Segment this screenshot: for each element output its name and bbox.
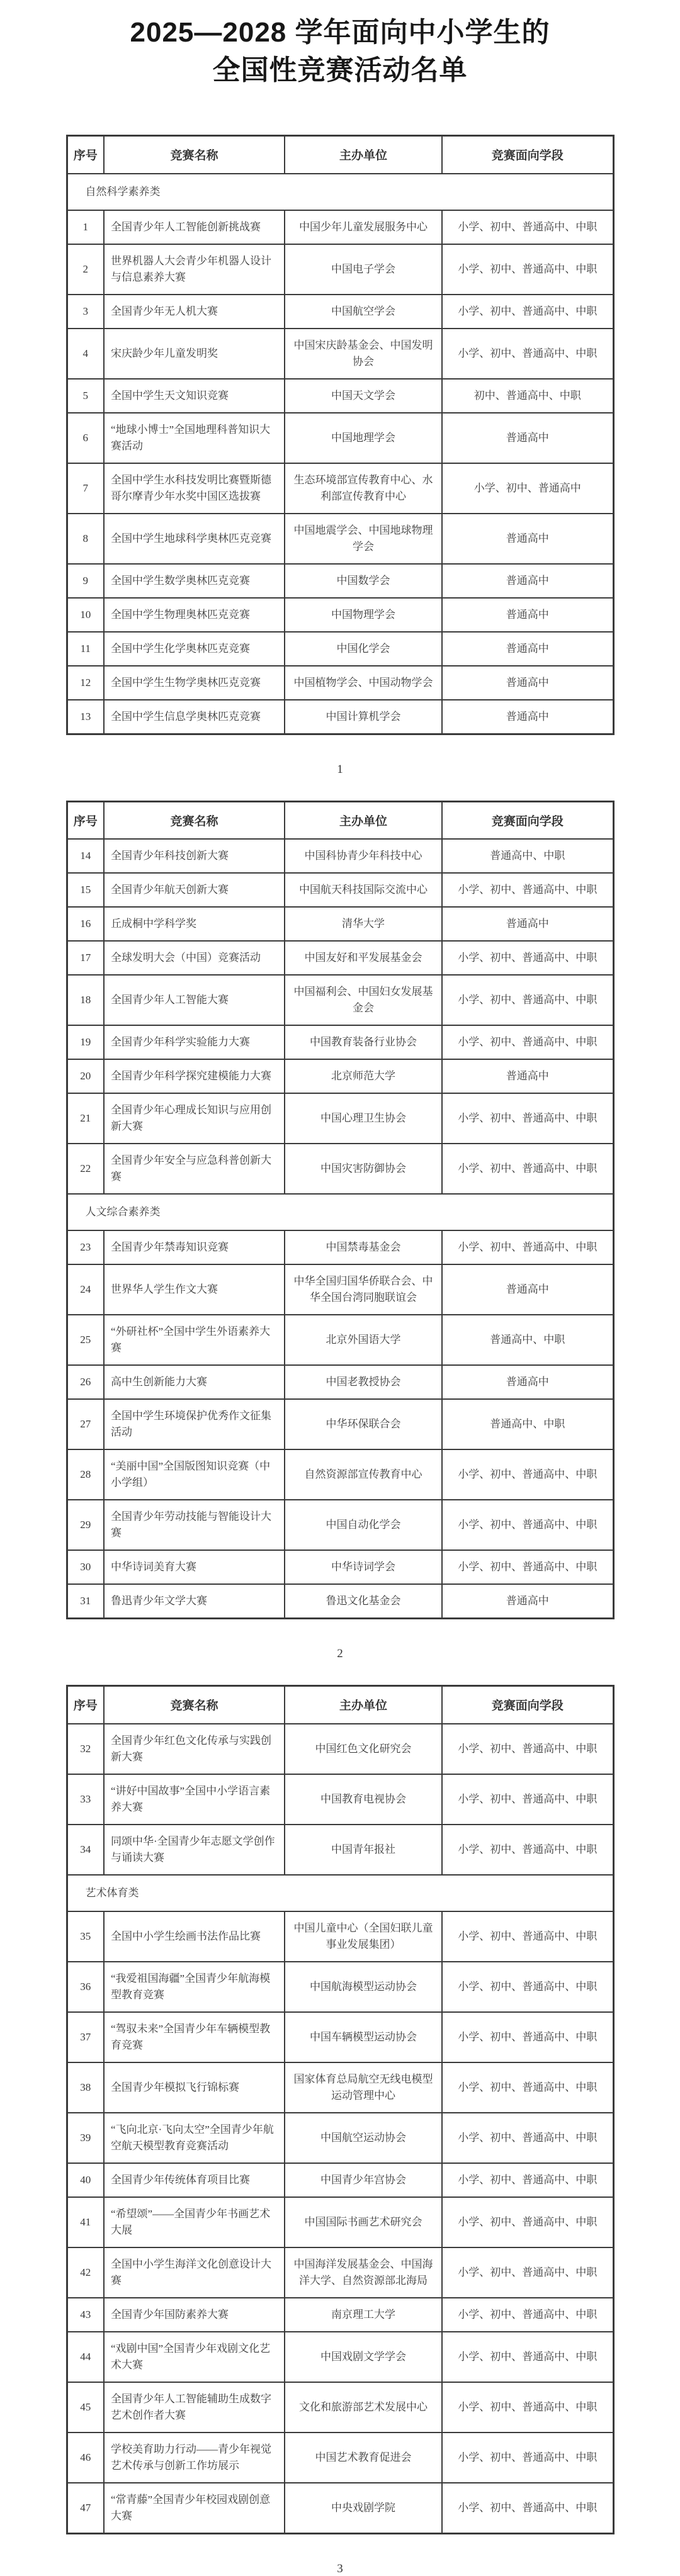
organizer: 中国教育电视协会 (285, 1774, 442, 1825)
competition-name: 全国中学生环境保护优秀作文征集活动 (104, 1399, 285, 1449)
row-number: 34 (67, 1825, 104, 1875)
row-number: 36 (67, 1962, 104, 2012)
competition-name: 全国青少年科技创新大赛 (104, 839, 285, 873)
competition-row (67, 1724, 613, 1774)
competition-row (67, 1500, 613, 1550)
row-number: 4 (67, 329, 104, 379)
row-number: 7 (67, 463, 104, 514)
target-stages: 普通高中、中职 (442, 839, 613, 873)
organizer: 中国艺术教育促进会 (285, 2433, 442, 2483)
competition-name: 全国青少年科学实验能力大赛 (104, 1025, 285, 1059)
competition-row (67, 1774, 613, 1825)
competition-row (67, 666, 613, 700)
competition-row (67, 2298, 613, 2332)
competition-name: 全国中学生信息学奥林匹克竞赛 (104, 700, 285, 734)
target-stages: 小学、初中、普通高中、中职 (442, 2062, 613, 2113)
target-stages: 小学、初中、普通高中、中职 (442, 2012, 613, 2062)
competition-name: “驾驭未来”全国青少年车辆模型教育竞赛 (104, 2012, 285, 2062)
target-stages: 小学、初中、普通高中、中职 (442, 295, 613, 329)
row-number: 5 (67, 379, 104, 413)
competition-row (67, 2332, 613, 2382)
target-stages: 小学、初中、普通高中 (442, 463, 613, 514)
competition-row (67, 244, 613, 295)
competition-row (67, 975, 613, 1025)
competition-name: 全国青少年航天创新大赛 (104, 873, 285, 907)
competition-name: 全国中学生数学奥林匹克竞赛 (104, 564, 285, 598)
organizer: 中国地震学会、中国地球物理学会 (285, 514, 442, 564)
row-number: 8 (67, 514, 104, 564)
target-stages: 小学、初中、普通高中、中职 (442, 975, 613, 1025)
target-stages: 小学、初中、普通高中、中职 (442, 2483, 613, 2534)
row-number: 24 (67, 1264, 104, 1315)
competition-row (67, 2163, 613, 2197)
competition-name: “我爱祖国海疆”全国青少年航海模型教育竞赛 (104, 1962, 285, 2012)
organizer: 中国友好和平发展基金会 (285, 941, 442, 975)
competition-table (66, 801, 615, 1620)
organizer: 自然资源部宣传教育中心 (285, 1449, 442, 1500)
competition-name: 宋庆龄少年儿童发明奖 (104, 329, 285, 379)
competition-row (67, 2433, 613, 2483)
competition-table (66, 1685, 615, 2534)
target-stages: 普通高中 (442, 1264, 613, 1315)
competition-row (67, 873, 613, 907)
competition-name: 全国中小学生绘画书法作品比赛 (104, 1911, 285, 1962)
target-stages: 普通高中 (442, 1059, 613, 1093)
category-section-row (67, 174, 613, 210)
row-number: 40 (67, 2163, 104, 2197)
competition-name: “外研社杯”全国中学生外语素养大赛 (104, 1315, 285, 1365)
organizer: 中国计算机学会 (285, 700, 442, 734)
target-stages: 小学、初中、普通高中、中职 (442, 2163, 613, 2197)
competition-row (67, 1059, 613, 1093)
organizer: 中国青年报社 (285, 1825, 442, 1875)
competition-name: 全国青少年人工智能大赛 (104, 975, 285, 1025)
row-number: 22 (67, 1144, 104, 1194)
competition-name: 全国青少年心理成长知识与应用创新大赛 (104, 1093, 285, 1144)
competition-row (67, 941, 613, 975)
target-stages: 小学、初中、普通高中、中职 (442, 1449, 613, 1500)
competition-row (67, 413, 613, 463)
column-header: 序号 (67, 136, 104, 174)
organizer: 中国航空运动协会 (285, 2113, 442, 2163)
organizer: 中国航空学会 (285, 295, 442, 329)
competition-name: “讲好中国故事”全国中小学语言素养大赛 (104, 1774, 285, 1825)
row-number: 18 (67, 975, 104, 1025)
competition-name: 同颂中华·全国青少年志愿文学创作与诵读大赛 (104, 1825, 285, 1875)
row-number: 9 (67, 564, 104, 598)
competition-name: 全国青少年模拟飞行锦标赛 (104, 2062, 285, 2113)
header-row (67, 1686, 613, 1724)
organizer: 中国数学会 (285, 564, 442, 598)
target-stages: 普通高中、中职 (442, 1315, 613, 1365)
target-stages: 初中、普通高中、中职 (442, 379, 613, 413)
competition-row (67, 632, 613, 666)
row-number: 37 (67, 2012, 104, 2062)
column-header: 竞赛名称 (104, 1686, 285, 1724)
competition-name: “常青藤”全国青少年校园戏剧创意大赛 (104, 2483, 285, 2534)
row-number: 2 (67, 244, 104, 295)
target-stages: 小学、初中、普通高中、中职 (442, 1962, 613, 2012)
row-number: 44 (67, 2332, 104, 2382)
category-label: 艺术体育类 (67, 1875, 613, 1911)
row-number: 19 (67, 1025, 104, 1059)
competition-row (67, 2197, 613, 2247)
competition-name: “美丽中国”全国版图知识竞赛（中小学组） (104, 1449, 285, 1500)
competition-row (67, 1093, 613, 1144)
row-number: 1 (67, 210, 104, 244)
target-stages: 普通高中 (442, 700, 613, 734)
organizer: 中国科协青少年科技中心 (285, 839, 442, 873)
row-number: 21 (67, 1093, 104, 1144)
competition-name: 全国中学生地球科学奥林匹克竞赛 (104, 514, 285, 564)
competition-tables-root (0, 135, 680, 2576)
competition-row (67, 295, 613, 329)
row-number: 23 (67, 1230, 104, 1264)
competition-name: 全国青少年禁毒知识竞赛 (104, 1230, 285, 1264)
competition-row (67, 329, 613, 379)
organizer: 中国车辆模型运动协会 (285, 2012, 442, 2062)
competition-row (67, 1825, 613, 1875)
competition-name: 全国青少年红色文化传承与实践创新大赛 (104, 1724, 285, 1774)
column-header: 竞赛名称 (104, 136, 285, 174)
target-stages: 普通高中 (442, 564, 613, 598)
competition-name: 全国青少年传统体育项目比赛 (104, 2163, 285, 2197)
competition-row (67, 2062, 613, 2113)
column-header: 序号 (67, 1686, 104, 1724)
target-stages: 小学、初中、普通高中、中职 (442, 2382, 613, 2433)
competition-row (67, 1144, 613, 1194)
competition-row (67, 514, 613, 564)
category-section-row (67, 1875, 613, 1911)
competition-name: 全国中小学生海洋文化创意设计大赛 (104, 2247, 285, 2298)
competition-name: “飞向北京·飞向太空”全国青少年航空航天模型教育竞赛活动 (104, 2113, 285, 2163)
row-number: 35 (67, 1911, 104, 1962)
target-stages: 小学、初中、普通高中、中职 (442, 1500, 613, 1550)
row-number: 46 (67, 2433, 104, 2483)
row-number: 3 (67, 295, 104, 329)
target-stages: 小学、初中、普通高中、中职 (442, 1230, 613, 1264)
competition-row (67, 1230, 613, 1264)
competition-row (67, 598, 613, 632)
target-stages: 普通高中、中职 (442, 1399, 613, 1449)
target-stages: 小学、初中、普通高中、中职 (442, 2197, 613, 2247)
row-number: 38 (67, 2062, 104, 2113)
target-stages: 小学、初中、普通高中、中职 (442, 1144, 613, 1194)
target-stages: 小学、初中、普通高中、中职 (442, 1550, 613, 1584)
competition-name: “戏剧中国”全国青少年戏剧文化艺术大赛 (104, 2332, 285, 2382)
organizer: 中国海洋发展基金会、中国海洋大学、自然资源部北海局 (285, 2247, 442, 2298)
competition-row (67, 2382, 613, 2433)
row-number: 25 (67, 1315, 104, 1365)
organizer: 中国心理卫生协会 (285, 1093, 442, 1144)
competition-name: 全国青少年人工智能创新挑战赛 (104, 210, 285, 244)
row-number: 11 (67, 632, 104, 666)
competition-name: 世界机器人大会青少年机器人设计与信息素养大赛 (104, 244, 285, 295)
organizer: 中国少年儿童发展服务中心 (285, 210, 442, 244)
competition-row (67, 2012, 613, 2062)
column-header: 主办单位 (285, 1686, 442, 1724)
organizer: 北京师范大学 (285, 1059, 442, 1093)
organizer: 中国青少年宫协会 (285, 2163, 442, 2197)
organizer: 生态环境部宣传教育中心、水利部宣传教育中心 (285, 463, 442, 514)
row-number: 14 (67, 839, 104, 873)
organizer: 中国电子学会 (285, 244, 442, 295)
row-number: 17 (67, 941, 104, 975)
row-number: 26 (67, 1365, 104, 1399)
target-stages: 小学、初中、普通高中、中职 (442, 2113, 613, 2163)
row-number: 10 (67, 598, 104, 632)
target-stages: 小学、初中、普通高中、中职 (442, 941, 613, 975)
competition-row (67, 1550, 613, 1584)
competition-name: 全国青少年无人机大赛 (104, 295, 285, 329)
organizer: 中国航海模型运动协会 (285, 1962, 442, 2012)
organizer: 中国宋庆龄基金会、中国发明协会 (285, 329, 442, 379)
organizer: 南京理工大学 (285, 2298, 442, 2332)
row-number: 12 (67, 666, 104, 700)
row-number: 43 (67, 2298, 104, 2332)
organizer: 中国老教授协会 (285, 1365, 442, 1399)
organizer: 中国化学会 (285, 632, 442, 666)
competition-name: 全球发明大会（中国）竞赛活动 (104, 941, 285, 975)
column-header: 主办单位 (285, 801, 442, 839)
target-stages: 普通高中 (442, 598, 613, 632)
column-header: 竞赛面向学段 (442, 1686, 613, 1724)
competition-name: 中华诗词美育大赛 (104, 1550, 285, 1584)
row-number: 32 (67, 1724, 104, 1774)
row-number: 29 (67, 1500, 104, 1550)
row-number: 20 (67, 1059, 104, 1093)
competition-name: 高中生创新能力大赛 (104, 1365, 285, 1399)
competition-row (67, 1584, 613, 1619)
competition-name: 全国中学生水科技发明比赛暨斯德哥尔摩青少年水奖中国区选拔赛 (104, 463, 285, 514)
row-number: 41 (67, 2197, 104, 2247)
competition-row (67, 1315, 613, 1365)
competition-name: 全国中学生物理奥林匹克竞赛 (104, 598, 285, 632)
competition-row (67, 379, 613, 413)
header-row (67, 136, 613, 174)
target-stages: 普通高中 (442, 413, 613, 463)
page-title (0, 14, 680, 89)
row-number: 33 (67, 1774, 104, 1825)
row-number: 45 (67, 2382, 104, 2433)
target-stages: 小学、初中、普通高中、中职 (442, 1825, 613, 1875)
organizer: 北京外国语大学 (285, 1315, 442, 1365)
competition-name: 鲁迅青少年文学大赛 (104, 1584, 285, 1619)
target-stages: 普通高中 (442, 632, 613, 666)
competition-row (67, 2113, 613, 2163)
competition-name: 全国青少年人工智能辅助生成数字艺术创作者大赛 (104, 2382, 285, 2433)
competition-name: 全国中学生化学奥林匹克竞赛 (104, 632, 285, 666)
target-stages: 小学、初中、普通高中、中职 (442, 244, 613, 295)
organizer: 中国国际书画艺术研究会 (285, 2197, 442, 2247)
category-section-row (67, 1194, 613, 1230)
target-stages: 小学、初中、普通高中、中职 (442, 210, 613, 244)
target-stages: 小学、初中、普通高中、中职 (442, 1093, 613, 1144)
competition-row (67, 1399, 613, 1449)
competition-name: 世界华人学生作文大赛 (104, 1264, 285, 1315)
organizer: 中华诗词学会 (285, 1550, 442, 1584)
competition-row (67, 1449, 613, 1500)
competition-row (67, 1911, 613, 1962)
page-title-line-2: 全国性竞赛活动名单 (212, 55, 468, 86)
organizer: 中国教育装备行业协会 (285, 1025, 442, 1059)
competition-row (67, 1365, 613, 1399)
row-number: 47 (67, 2483, 104, 2534)
column-header: 主办单位 (285, 136, 442, 174)
competition-name: 全国青少年科学探究建模能力大赛 (104, 1059, 285, 1093)
organizer: 中国植物学会、中国动物学会 (285, 666, 442, 700)
column-header: 竞赛面向学段 (442, 136, 613, 174)
organizer: 鲁迅文化基金会 (285, 1584, 442, 1619)
row-number: 15 (67, 873, 104, 907)
organizer: 中国物理学会 (285, 598, 442, 632)
competition-name: 学校美育助力行动——青少年视觉艺术传承与创新工作坊展示 (104, 2433, 285, 2483)
competition-name: 全国青少年国防素养大赛 (104, 2298, 285, 2332)
competition-row (67, 1962, 613, 2012)
row-number: 39 (67, 2113, 104, 2163)
organizer: 中国福利会、中国妇女发展基金会 (285, 975, 442, 1025)
target-stages: 小学、初中、普通高中、中职 (442, 2298, 613, 2332)
organizer: 中国儿童中心（全国妇联儿童事业发展集团） (285, 1911, 442, 1962)
row-number: 16 (67, 907, 104, 941)
page-title-line-1: 2025—2028 学年面向中小学生的 (130, 17, 550, 48)
row-number: 30 (67, 1550, 104, 1584)
page-number: 3 (337, 2562, 343, 2575)
organizer: 文化和旅游部艺术发展中心 (285, 2382, 442, 2433)
target-stages: 小学、初中、普通高中、中职 (442, 1025, 613, 1059)
competition-row (67, 839, 613, 873)
organizer: 中华全国归国华侨联合会、中华全国台湾同胞联谊会 (285, 1264, 442, 1315)
competition-table (66, 135, 615, 735)
organizer: 国家体育总局航空无线电模型运动管理中心 (285, 2062, 442, 2113)
row-number: 13 (67, 700, 104, 734)
page-number: 2 (337, 1647, 343, 1660)
target-stages: 小学、初中、普通高中、中职 (442, 2433, 613, 2483)
row-number: 6 (67, 413, 104, 463)
organizer: 中国禁毒基金会 (285, 1230, 442, 1264)
row-number: 28 (67, 1449, 104, 1500)
organizer: 中央戏剧学院 (285, 2483, 442, 2534)
column-header: 竞赛面向学段 (442, 801, 613, 839)
competition-name: “希望颂”——全国青少年书画艺术大展 (104, 2197, 285, 2247)
row-number: 31 (67, 1584, 104, 1619)
target-stages: 小学、初中、普通高中、中职 (442, 2332, 613, 2382)
header-row (67, 801, 613, 839)
category-label: 自然科学素养类 (67, 174, 613, 210)
competition-name: 全国青少年劳动技能与智能设计大赛 (104, 1500, 285, 1550)
competition-row (67, 564, 613, 598)
column-header: 序号 (67, 801, 104, 839)
organizer: 中国戏剧文学学会 (285, 2332, 442, 2382)
target-stages: 小学、初中、普通高中、中职 (442, 2247, 613, 2298)
target-stages: 小学、初中、普通高中、中职 (442, 1774, 613, 1825)
organizer: 中国天文学会 (285, 379, 442, 413)
column-header: 竞赛名称 (104, 801, 285, 839)
target-stages: 小学、初中、普通高中、中职 (442, 873, 613, 907)
target-stages: 普通高中 (442, 666, 613, 700)
target-stages: 普通高中 (442, 1365, 613, 1399)
competition-name: 全国青少年安全与应急科普创新大赛 (104, 1144, 285, 1194)
competition-row (67, 1264, 613, 1315)
row-number: 42 (67, 2247, 104, 2298)
organizer: 中国航天科技国际交流中心 (285, 873, 442, 907)
organizer: 中国红色文化研究会 (285, 1724, 442, 1774)
organizer: 清华大学 (285, 907, 442, 941)
category-label: 人文综合素养类 (67, 1194, 613, 1230)
row-number: 27 (67, 1399, 104, 1449)
competition-row (67, 1025, 613, 1059)
target-stages: 小学、初中、普通高中、中职 (442, 329, 613, 379)
target-stages: 普通高中 (442, 907, 613, 941)
page-number: 1 (337, 762, 343, 776)
competition-row (67, 463, 613, 514)
competition-row (67, 210, 613, 244)
organizer: 中国地理学会 (285, 413, 442, 463)
organizer: 中国灾害防御协会 (285, 1144, 442, 1194)
competition-name: 全国中学生生物学奥林匹克竞赛 (104, 666, 285, 700)
target-stages: 普通高中 (442, 514, 613, 564)
competition-row (67, 2247, 613, 2298)
competition-name: 全国中学生天文知识竞赛 (104, 379, 285, 413)
competition-name: “地球小博士”全国地理科普知识大赛活动 (104, 413, 285, 463)
organizer: 中华环保联合会 (285, 1399, 442, 1449)
target-stages: 小学、初中、普通高中、中职 (442, 1724, 613, 1774)
organizer: 中国自动化学会 (285, 1500, 442, 1550)
target-stages: 普通高中 (442, 1584, 613, 1619)
competition-name: 丘成桐中学科学奖 (104, 907, 285, 941)
competition-row (67, 907, 613, 941)
competition-row (67, 700, 613, 734)
competition-row (67, 2483, 613, 2534)
target-stages: 小学、初中、普通高中、中职 (442, 1911, 613, 1962)
